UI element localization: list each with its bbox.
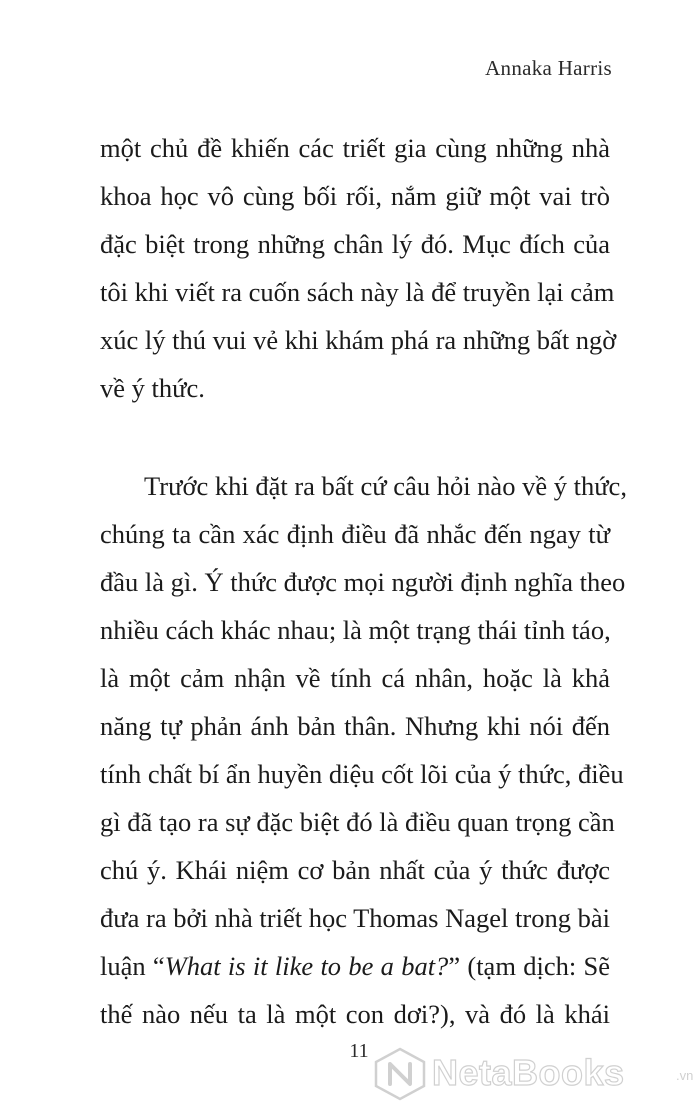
text-line: chú ý. Khái niệm cơ bản nhất của ý thức được [100,855,610,885]
text-line-with-title [100,942,610,990]
watermark-brand: NetaBooks [432,1052,625,1093]
watermark-tld: .vn [676,1068,694,1083]
body-text [100,124,627,1038]
text-line: Trước khi đặt ra bất cứ câu hỏi nào về ý thức, [144,471,627,501]
running-head: Annaka Harris [485,56,612,80]
text-line: năng tự phản ánh bản thân. Nhưng khi nói đến [100,711,610,741]
text-fragment: luận “ [100,951,165,981]
text-line: gì đã tạo ra sự đặc biệt đó là điều quan trọng cần [100,807,615,837]
paragraph-gap [100,412,610,462]
text-line: về ý thức. [100,373,205,403]
text-line: tôi khi viết ra cuốn sách này là để truyền lại cảm [100,277,615,307]
text-line: đầu là gì. Ý thức được mọi người định nghĩa theo [100,567,626,597]
text-line: chúng ta cần xác định điều đã nhắc đến ngay từ [100,519,610,549]
text-line: tính chất bí ẩn huyền diệu cốt lõi của ý thức, điều [100,759,624,789]
text-line: thế nào nếu ta là một con dơi?), và đó là khái [100,999,610,1029]
text-line: khoa học vô cùng bối rối, nắm giữ một vai trò [100,181,610,211]
text-fragment: ” (tạm dịch: Sẽ [448,951,611,981]
text-line: là một cảm nhận về tính cá nhân, hoặc là khả [100,663,610,693]
text-line: một chủ đề khiến các triết gia cùng những nhà [100,133,610,163]
text-line: đưa ra bởi nhà triết học Thomas Nagel trong bài [100,903,610,933]
page-number: 11 [349,1040,369,1062]
text-line: đặc biệt trong những chân lý đó. Mục đích của [100,229,610,259]
text-line: nhiều cách khác nhau; là một trạng thái tỉnh táo, [100,615,611,645]
essay-title: What is it like to be a bat? [164,951,449,981]
text-line: xúc lý thú vui vẻ khi khám phá ra những bất ngờ [100,325,617,355]
